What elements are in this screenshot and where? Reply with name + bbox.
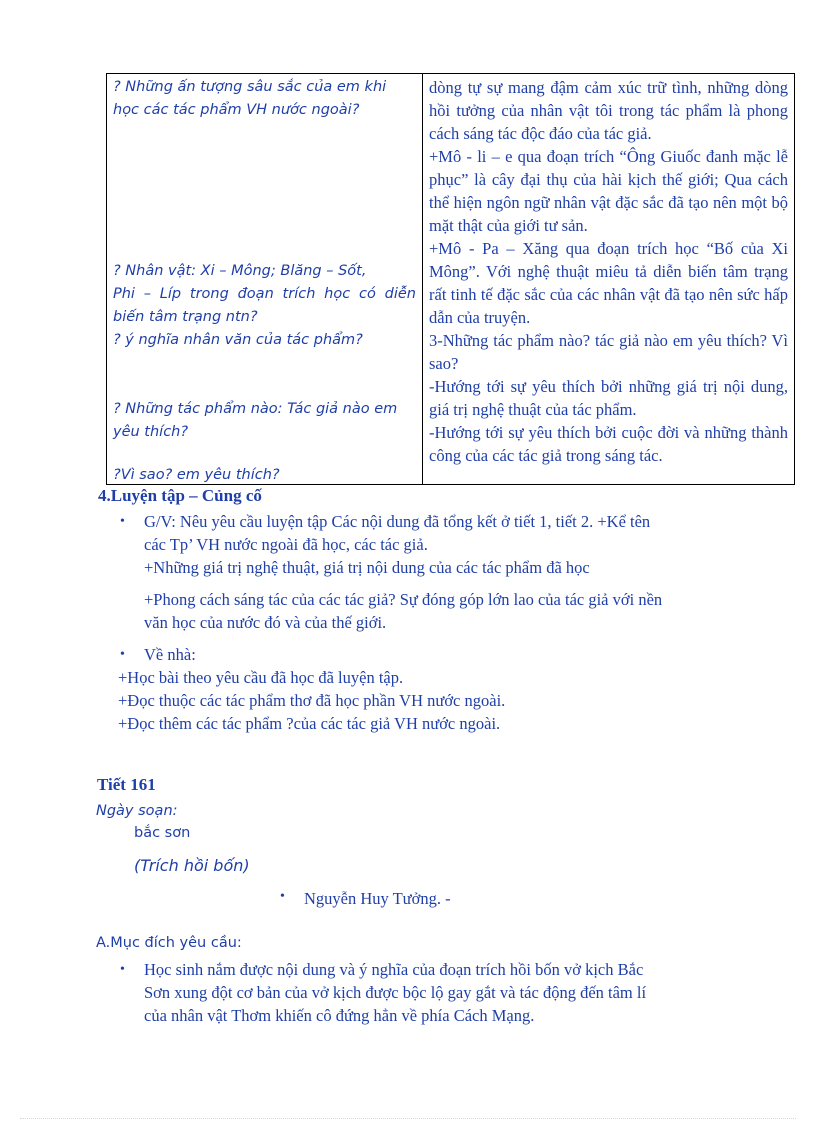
homework-item-3: +Đọc thêm các tác phẩm ?của các tác giả VH nước ngoài. (118, 714, 501, 733)
answer-paragraph-6: -Hướng tới sự yêu thích bởi cuộc đời và những thành công của các tác giả trong sáng tác. (429, 423, 788, 465)
author-bullet (280, 889, 451, 909)
question-4-line-1: ? Những tác phẩm nào: Tác giả nào em (113, 401, 398, 417)
work-title: bắc sơn (134, 825, 191, 841)
practice-line-2: các Tp’ VH nước ngoài đã học, các tác giả. (144, 535, 428, 554)
answer-paragraph-5: -Hướng tới sự yêu thích bởi những giá trị nội dung, giá trị nghệ thuật của tác phẩm. (429, 377, 788, 419)
bullet-icon: • (120, 514, 125, 529)
homework-item-1: +Học bài theo yêu cầu đã học đã luyện tập. (118, 668, 404, 687)
practice-bullet (120, 510, 744, 634)
answer-paragraph-4: 3-Những tác phẩm nào? tác giả nào em yêu thích? Vì sao? (429, 331, 788, 373)
question-3: ? ý nghĩa nhân văn của tác phẩm? (113, 332, 363, 348)
bullet-icon: • (280, 889, 285, 904)
goal-line-3: của nhân vật Thơm khiến cô đứng hẳn về phía Cách Mạng. (144, 1006, 535, 1025)
bullet-icon: • (120, 962, 125, 977)
practice-line-3: +Những giá trị nghệ thuật, giá trị nội dung của các tác phẩm đã học (144, 558, 590, 577)
homework-bullet (120, 643, 196, 666)
answer-paragraph-3: +Mô - Pa – Xăng qua đoạn trích học “Bố của Xi Mông”. Với nghệ thuật miêu tả diễn biến tâm trạng rất tinh tế đặc sắc của các nhân vật đã tạo nên sức hấp dẫn của truyện. (429, 239, 788, 327)
answer-paragraph-1: dòng tự sự mang đậm cảm xúc trữ tình, những dòng hồi tưởng của nhân vật tôi trong tác phẩm là phong cách sáng tác độc đáo của tác giả. (429, 78, 788, 143)
goal-label: A.Mục đích yêu cầu: (96, 935, 242, 951)
page-bottom-divider (20, 1118, 796, 1119)
author-name: Nguyễn Huy Tưởng. - (304, 889, 451, 908)
lesson-table (106, 73, 795, 485)
excerpt-note: (Trích hồi bốn) (134, 856, 250, 875)
goal-line-1: Học sinh nắm được nội dung và ý nghĩa của đoạn trích hồi bốn vở kịch Bắc (144, 960, 644, 979)
section-4-heading: 4.Luyện tập – Củng cố (98, 486, 262, 505)
homework-item-2: +Đọc thuộc các tác phẩm thơ đã học phần VH nước ngoài. (118, 691, 506, 710)
bullet-icon: • (120, 647, 125, 662)
date-label: Ngày soạn: (96, 803, 178, 819)
practice-line-5: văn học của nước đó và của thế giới. (144, 613, 387, 632)
table-row (107, 74, 795, 485)
question-1-line-1: ? Những ấn tượng sâu sắc của em khi (113, 79, 387, 95)
practice-line-1: G/V: Nêu yêu cầu luyện tập Các nội dung đã tổng kết ở tiết 1, tiết 2. +Kể tên (144, 512, 651, 531)
questions-cell (107, 74, 423, 485)
homework-label: Về nhà: (144, 645, 196, 664)
question-4-line-2: yêu thích? (113, 424, 189, 440)
goal-bullet (120, 958, 744, 1027)
answer-paragraph-2: +Mô - li – e qua đoạn trích “Ông Giuốc đanh mặc lễ phục” là cây đại thụ của hài kịch thế giới; Qua cách thể hiện ngôn ngữ nhân vật đặc sắc đã tạo nên một bộ mặt thật của giới tư sản. (429, 147, 788, 235)
goal-line-2: Sơn xung đột cơ bản của vở kịch được bộc lộ gay gắt và tác động đến tâm lí (144, 983, 647, 1002)
question-2-line-3: biến tâm trạng ntn? (113, 309, 258, 325)
question-2-line-2: Phi – Líp trong đoạn trích học có diễn (113, 286, 416, 302)
homework-list (118, 666, 505, 735)
lesson-161-heading: Tiết 161 (97, 775, 156, 794)
answers-cell (423, 74, 795, 485)
question-1-line-2: học các tác phẩm VH nước ngoài? (113, 102, 360, 118)
question-2-line-1: ? Nhân vật: Xi – Mông; Blăng – Sốt, (113, 263, 367, 279)
practice-line-4: +Phong cách sáng tác của các tác giả? Sự đóng góp lớn lao của tác giả với nền (144, 590, 663, 609)
question-5: ?Vì sao? em yêu thích? (113, 467, 280, 483)
